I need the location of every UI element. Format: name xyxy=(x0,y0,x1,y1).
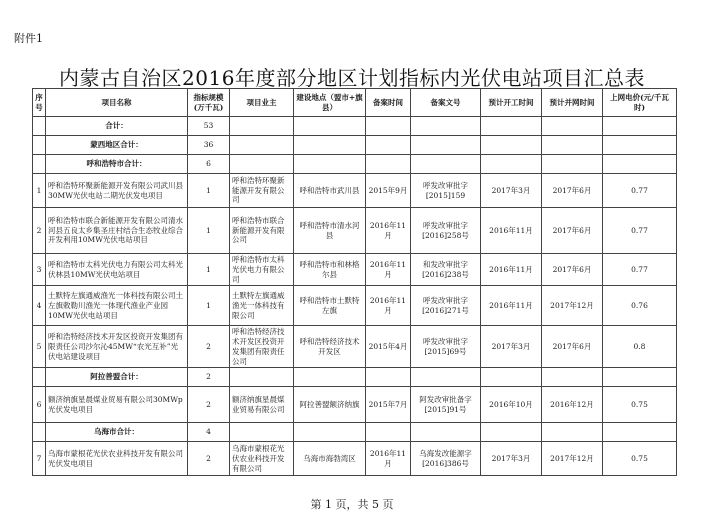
cell-record-doc: 呼发改审批字[2015]159 xyxy=(411,174,481,208)
cell-name: 呼和浩特市太科光伏电力有限公司太科光伏林县10MW光伏电站项目 xyxy=(46,254,188,286)
cell-scale: 2 xyxy=(188,326,230,368)
cell-location: 呼和浩特市和林格尔县 xyxy=(294,254,366,286)
cell-price: 0.75 xyxy=(603,442,677,476)
cell-record-date: 2015年9月 xyxy=(366,174,411,208)
cell-seq: 6 xyxy=(33,387,46,423)
cell-owner: 土默特左旗通威渔光一体科技有限公司 xyxy=(230,286,294,326)
cell-location: 乌海市海勃湾区 xyxy=(294,442,366,476)
cell-start: 2016年11月 xyxy=(481,286,542,326)
cell-grid: 2017年6月 xyxy=(542,208,603,254)
project-summary-table xyxy=(32,88,677,476)
cell-record-date: 2016年11月 xyxy=(366,208,411,254)
cell-record-date: 2015年4月 xyxy=(366,326,411,368)
header-seq: 序号 xyxy=(33,89,46,117)
cell-price: 0.75 xyxy=(603,387,677,423)
header-start: 预计开工时间 xyxy=(481,89,542,117)
cell-location: 呼和浩特经济技术开发区 xyxy=(294,326,366,368)
cell-grid: 2017年12月 xyxy=(542,286,603,326)
page-footer: 第 1 页，共 5 页 xyxy=(310,498,394,511)
cell-grid: 2016年12月 xyxy=(542,387,603,423)
cell-price: 0.8 xyxy=(603,326,677,368)
cell-record-doc: 阿发改审批备字[2015]91号 xyxy=(411,387,481,423)
cell-grid: 2017年12月 xyxy=(542,442,603,476)
cell-owner: 呼和浩特经济技术开发区投资开发集团有限责任公司 xyxy=(230,326,294,368)
header-location: 建设地点（盟市+旗县） xyxy=(294,89,366,117)
header-owner: 项目业主 xyxy=(230,89,294,117)
cell-price: 0.76 xyxy=(603,286,677,326)
cell-location: 呼和浩特市武川县 xyxy=(294,174,366,208)
cell-location: 呼和浩特市土默特左旗 xyxy=(294,286,366,326)
header-scale: 指标规模(万千瓦) xyxy=(188,89,230,117)
cell-record-doc: 呼发改审批字[2015]69号 xyxy=(411,326,481,368)
west-total-value: 36 xyxy=(188,136,230,155)
alxa-total-value: 2 xyxy=(188,368,230,387)
cell-owner: 额济纳旗星晨煤业贸易有限公司 xyxy=(230,387,294,423)
cell-seq: 5 xyxy=(33,326,46,368)
cell-seq: 1 xyxy=(33,174,46,208)
cell-grid: 2017年6月 xyxy=(542,326,603,368)
cell-owner: 乌海市蒙根花光伏农业科技开发有限公司 xyxy=(230,442,294,476)
cell-name: 呼和浩特环聚新能源开发有限公司武川县30MW光伏电站二期光伏发电项目 xyxy=(46,174,188,208)
page-title: 内蒙古自治区2016年度部分地区计划指标内光伏电站项目汇总表 xyxy=(59,66,645,90)
cell-name: 呼和浩特市联合新能源开发有限公司清水河县五良太乡集圣庄村结合生态牧业综合开发利用10MW光伏电站项目 xyxy=(46,208,188,254)
cell-start: 2017年3月 xyxy=(481,442,542,476)
cell-price: 0.77 xyxy=(603,254,677,286)
wuhai-total-label: 乌海市合计： xyxy=(46,423,188,442)
cell-scale: 2 xyxy=(188,442,230,476)
huhhot-total-label: 呼和浩特市合计： xyxy=(46,155,188,174)
cell-record-doc: 和发改审批字[2016]238号 xyxy=(411,254,481,286)
table-row xyxy=(33,387,677,423)
total-label: 合计： xyxy=(46,117,188,136)
table-row xyxy=(33,254,677,286)
cell-name: 呼和浩特经济技术开发区投资开发集团有限责任公司沙尔沁45MW“农光互补”光伏电站建设项目 xyxy=(46,326,188,368)
wuhai-total-row xyxy=(33,423,677,442)
cell-price: 0.77 xyxy=(603,208,677,254)
cell-record-date: 2016年11月 xyxy=(366,254,411,286)
cell-start: 2017年3月 xyxy=(481,326,542,368)
header-grid: 预计并网时间 xyxy=(542,89,603,117)
cell-name: 额济纳旗星晨煤业贸易有限公司30MWp光伏发电项目 xyxy=(46,387,188,423)
cell-seq: 7 xyxy=(33,442,46,476)
cell-scale: 1 xyxy=(188,254,230,286)
cell-owner: 呼和浩特市联合新能源开发有限公司 xyxy=(230,208,294,254)
cell-seq: 4 xyxy=(33,286,46,326)
huhhot-total-row xyxy=(33,155,677,174)
total-row xyxy=(33,117,677,136)
cell-start: 2017年3月 xyxy=(481,174,542,208)
cell-name: 乌海市蒙根花光伏农业科技开发有限公司光伏发电项目 xyxy=(46,442,188,476)
table-row xyxy=(33,442,677,476)
table-row xyxy=(33,326,677,368)
table-row xyxy=(33,286,677,326)
alxa-total-row xyxy=(33,368,677,387)
cell-location: 呼和浩特市清水河县 xyxy=(294,208,366,254)
cell-owner: 呼和浩特环聚新能源开发有限公司 xyxy=(230,174,294,208)
header-name: 项目名称 xyxy=(46,89,188,117)
cell-scale: 1 xyxy=(188,174,230,208)
cell-record-doc: 呼发改审批字[2016]258号 xyxy=(411,208,481,254)
total-value: 53 xyxy=(188,117,230,136)
table-row xyxy=(33,174,677,208)
alxa-total-label: 阿拉善盟合计： xyxy=(46,368,188,387)
west-total-label: 蒙西地区合计： xyxy=(46,136,188,155)
cell-record-doc: 乌海发改能源字[2016]386号 xyxy=(411,442,481,476)
header-row xyxy=(33,89,677,117)
cell-owner: 呼和浩特市太科光伏电力有限公司 xyxy=(230,254,294,286)
wuhai-total-value: 4 xyxy=(188,423,230,442)
cell-record-date: 2016年11月 xyxy=(366,286,411,326)
cell-price: 0.77 xyxy=(603,174,677,208)
cell-record-date: 2016年11月 xyxy=(366,442,411,476)
cell-grid: 2017年6月 xyxy=(542,254,603,286)
huhhot-total-value: 6 xyxy=(188,155,230,174)
cell-record-date: 2015年7月 xyxy=(366,387,411,423)
header-record-doc: 备案文号 xyxy=(411,89,481,117)
cell-scale: 1 xyxy=(188,208,230,254)
header-record-date: 备案时间 xyxy=(366,89,411,117)
cell-grid: 2017年6月 xyxy=(542,174,603,208)
cell-start: 2016年11月 xyxy=(481,254,542,286)
cell-name: 土默特左旗通威渔光一体科技有限公司土左旗敕勒川渔光一体现代渔业产业园10MW光伏电站项目 xyxy=(46,286,188,326)
west-total-row xyxy=(33,136,677,155)
cell-start: 2016年10月 xyxy=(481,387,542,423)
header-price: 上网电价(元/千瓦时) xyxy=(603,89,677,117)
cell-start: 2016年11月 xyxy=(481,208,542,254)
cell-scale: 1 xyxy=(188,286,230,326)
cell-record-doc: 呼发改审批字[2016]271号 xyxy=(411,286,481,326)
cell-scale: 2 xyxy=(188,387,230,423)
annex-label: 附件1 xyxy=(14,32,43,45)
cell-location: 阿拉善盟额济纳旗 xyxy=(294,387,366,423)
table-row xyxy=(33,208,677,254)
cell-seq: 3 xyxy=(33,254,46,286)
cell-seq: 2 xyxy=(33,208,46,254)
